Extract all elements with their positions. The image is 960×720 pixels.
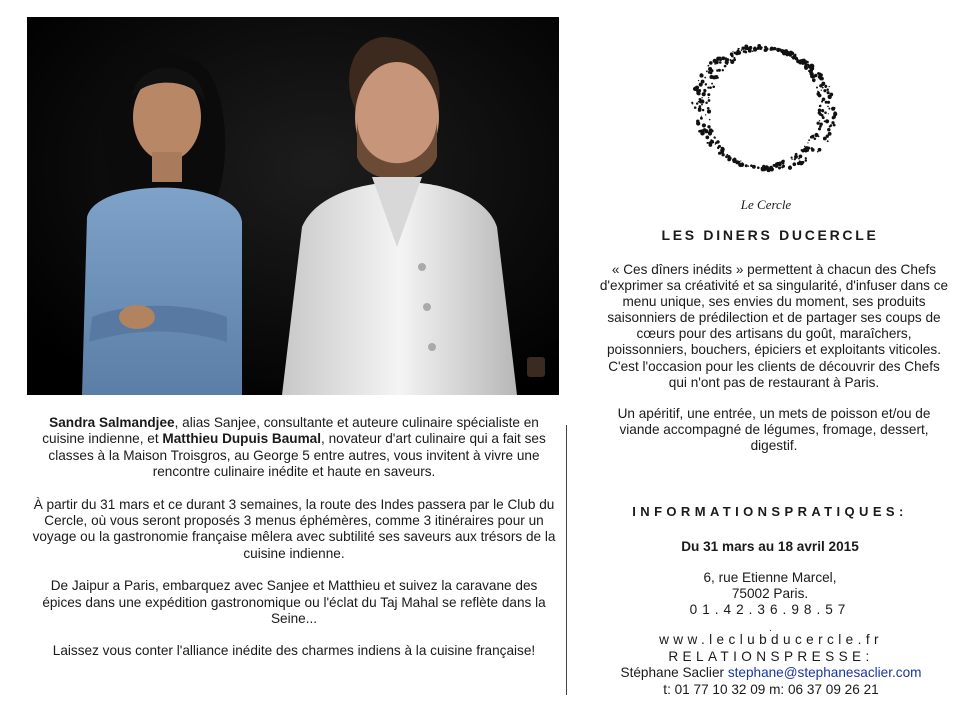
press-email-link[interactable]: stephane@stephanesaclier.com	[727, 665, 922, 680]
address-block	[600, 570, 940, 618]
phone-number: 01.42.36.98.57	[689, 602, 851, 617]
logo-caption: Le Cercle	[740, 197, 792, 212]
intro-paragraph-1: Sandra Salmandjee, alias Sanjee, consultante et auteure culinaire spécialiste en cuisine indienne, et Matthieu Dupuis Baumal, novateur d'art culinaire qui a fait ses classes à la Maison Troisgros, au George 5 entre autres, vous invitent à vivre une rencontre culinaire inédite et haute en saveurs.	[42, 415, 546, 480]
website-link[interactable]: www.leclubducercle.fr	[659, 632, 883, 647]
separator-dot: .	[769, 623, 772, 634]
column-divider	[566, 425, 567, 695]
diners-paragraph-1: « Ces dîners inédits » permettent à chacun des Chefs d'exprimer sa créativité et sa singularité, d'infuser dans ce menu unique, ses envies du moment, ses produits saisonniers de prédilection et de partager ses coups de cœurs pour des artisans du goût, maraîchers, poissonniers, bouchers, épiciers et exploitants viticoles. C'est l'occasion pour les clients de découvrir des Chefs qui n'ont pas de restaurant à Paris.	[599, 262, 949, 390]
chefs-photo	[27, 17, 559, 395]
intro-text	[32, 415, 556, 676]
diners-description	[598, 262, 950, 469]
chef-name-sandra: Sandra Salmandjee	[49, 415, 175, 430]
intro-paragraph-3: De Jaipur a Paris, embarquez avec Sanjee et Matthieu et suivez la caravane des épices dans une expédition gastronomique ou l'éclat du Taj Mahal se reflète dans la Seine...	[42, 578, 546, 627]
woman-figure	[82, 54, 242, 395]
diners-title: LES DINERS DUCERCLE	[661, 227, 879, 243]
intro-paragraph-2: À partir du 31 mars et ce durant 3 semaines, la route des Indes passera par le Club du Cercle, où vous seront proposés 3 menus éphémères, comme 3 itinéraires pour un voyage ou la gastronomie française mêlera avec subtilité ses saveurs aux trésors de la cuisine indienne.	[32, 496, 556, 561]
intro-paragraph-4: Laissez vous conter l'alliance inédite des charmes indiens à la cuisine française!	[52, 643, 536, 659]
diners-paragraph-2: Un apéritif, une entrée, un mets de poisson et/ou de viande accompagné de légumes, fromage, dessert, digestif.	[617, 405, 931, 453]
le-cercle-logo	[684, 27, 844, 189]
press-contact-name: Stéphane Saclier	[620, 665, 728, 680]
press-phones: t: 01 77 10 32 09 m: 06 37 09 26 21	[663, 681, 879, 697]
press-relations-title: RELATIONSPRESSE:	[668, 648, 874, 664]
address-city: 75002 Paris.	[731, 586, 809, 601]
address-street: 6, rue Etienne Marcel,	[703, 570, 837, 585]
practical-info-title: INFORMATIONSPRATIQUES:	[632, 504, 908, 519]
chef-name-matthieu: Matthieu Dupuis Baumal	[162, 431, 322, 447]
contact-block	[596, 632, 946, 698]
press-contact	[596, 665, 946, 682]
event-dates: Du 31 mars au 18 avril 2015	[681, 539, 859, 554]
